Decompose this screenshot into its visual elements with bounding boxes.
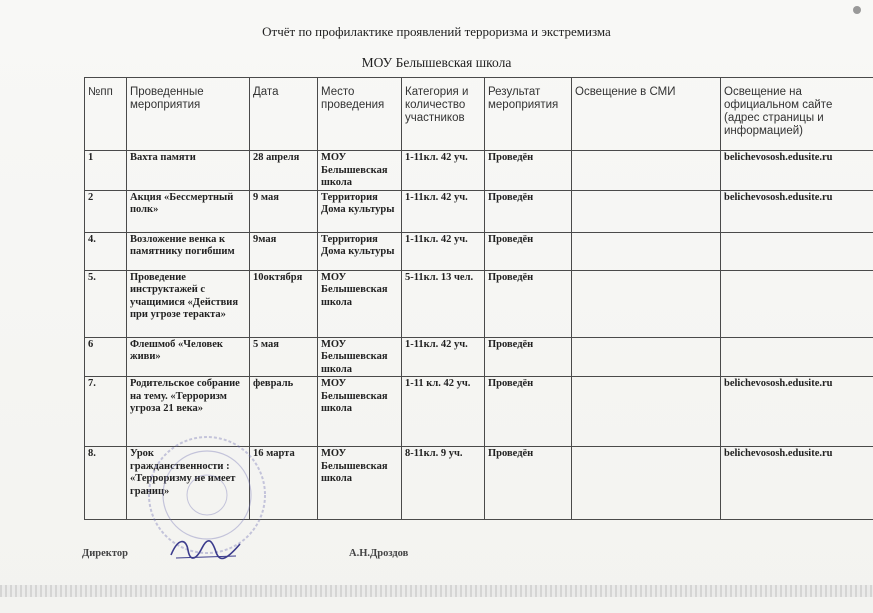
cell-place: МОУ Белышевская школа [318,337,402,377]
cell-result: Проведён [485,190,572,232]
table-row [85,337,873,377]
cell-result: Проведён [485,447,572,520]
cell-date: 28 апреля [250,151,318,191]
table-row [85,232,873,270]
cell-site: belichevososh.edusite.ru [721,377,873,447]
cell-result: Проведён [485,151,572,191]
cell-number: 7. [85,377,127,447]
cell-result: Проведён [485,377,572,447]
cell-number: 6 [85,337,127,377]
cell-result: Проведён [485,270,572,337]
cell-event: Флешмоб «Человек живи» [127,337,250,377]
cell-event: Родительское собрание на тему. «Терроризм угроза 21 века» [127,377,250,447]
cell-participants: 1-11 кл. 42 уч. [402,377,485,447]
director-label: Директор [82,548,128,559]
director-name: А.Н.Дроздов [349,548,409,559]
header-participants: Категория и количество участников [402,78,485,151]
header-event: Проведенные мероприятия [127,78,250,151]
cell-media [572,232,721,270]
cell-number: 2 [85,190,127,232]
cell-result: Проведён [485,232,572,270]
cell-event: Проведение инструктажей с учащимися «Действия при угрозе теракта» [127,270,250,337]
scan-dot [853,6,861,14]
cell-event: Акция «Бессмертный полк» [127,190,250,232]
cell-participants: 1-11кл. 42 уч. [402,190,485,232]
cell-event: Урок гражданственности : «Терроризму не имеет границ» [127,447,250,520]
header-media: Освещение в СМИ [572,78,721,151]
cell-media [572,190,721,232]
cell-date: 10октября [250,270,318,337]
cell-participants: 8-11кл. 9 уч. [402,447,485,520]
cell-media [572,377,721,447]
cell-result: Проведён [485,337,572,377]
cell-participants: 1-11кл. 42 уч. [402,151,485,191]
table-row [85,190,873,232]
cell-number: 8. [85,447,127,520]
report-title: Отчёт по профилактике проявлений терроризма и экстремизма [262,24,611,39]
cell-date: 16 марта [250,447,318,520]
cell-date: февраль [250,377,318,447]
cell-number: 1 [85,151,127,191]
cell-participants: 1-11кл. 42 уч. [402,232,485,270]
cell-media [572,270,721,337]
cell-event: Возложение венка к памятнику погибшим [127,232,250,270]
header-place: Место проведения [318,78,402,151]
scan-edge [0,585,873,597]
cell-place: МОУ Белышевская школа [318,270,402,337]
cell-date: 9мая [250,232,318,270]
header-number: №пп [85,78,127,151]
cell-place: Территория Дома культуры [318,232,402,270]
cell-place: МОУ Белышевская школа [318,151,402,191]
cell-media [572,151,721,191]
cell-site: belichevososh.edusite.ru [721,447,873,520]
cell-place: Территория Дома культуры [318,190,402,232]
cell-site [721,270,873,337]
cell-date: 9 мая [250,190,318,232]
cell-media [572,337,721,377]
cell-site [721,232,873,270]
cell-site [721,337,873,377]
header-date: Дата [250,78,318,151]
signature-image [166,530,246,566]
cell-event: Вахта памяти [127,151,250,191]
table-header-row [85,78,873,151]
cell-place: МОУ Белышевская школа [318,447,402,520]
cell-media [572,447,721,520]
cell-site: belichevososh.edusite.ru [721,151,873,191]
cell-number: 4. [85,232,127,270]
header-result: Результат мероприятия [485,78,572,151]
header-site: Освещение на официальном сайте (адрес страницы и информацией) [721,78,873,151]
cell-place: МОУ Белышевская школа [318,377,402,447]
cell-participants: 5-11кл. 13 чел. [402,270,485,337]
cell-site: belichevososh.edusite.ru [721,190,873,232]
cell-participants: 1-11кл. 42 уч. [402,337,485,377]
school-name: МОУ Белышевская школа [361,55,512,70]
table-row [85,270,873,337]
cell-number: 5. [85,270,127,337]
table-row [85,151,873,191]
cell-date: 5 мая [250,337,318,377]
